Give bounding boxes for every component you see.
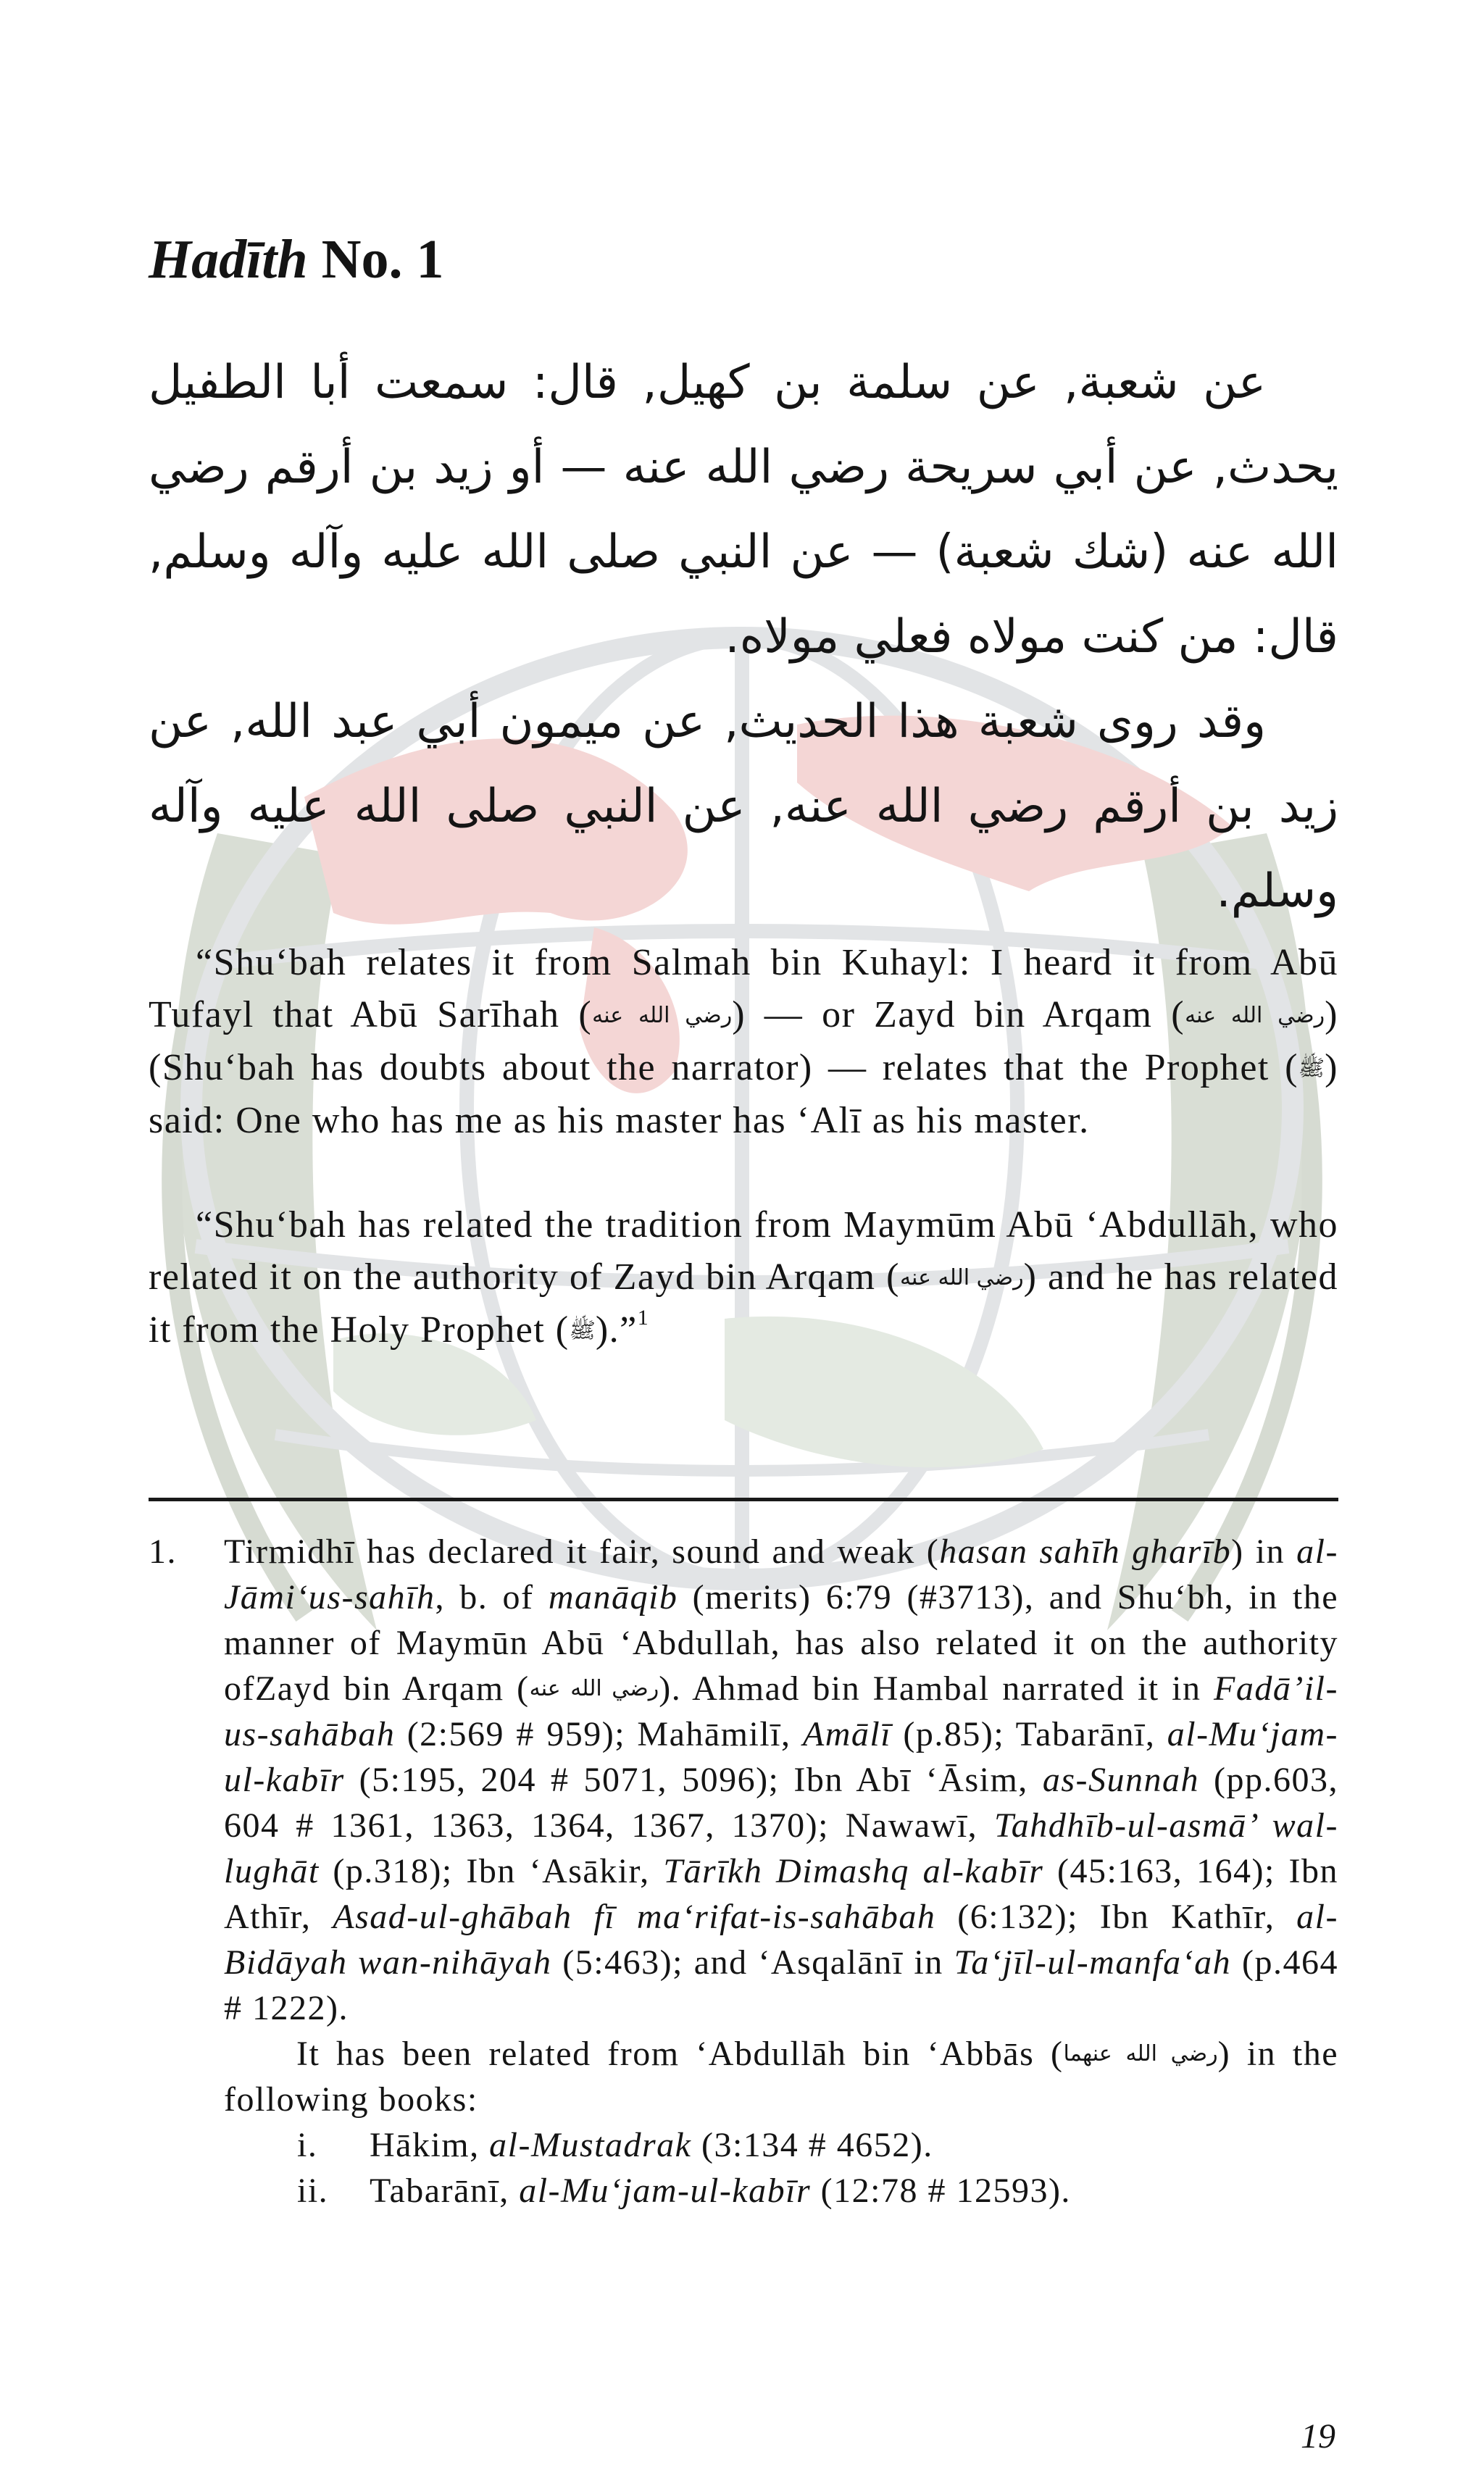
fn-text: ) in the following books:: [224, 2035, 1339, 2119]
fn-text: (5:195, 204 # 5071, 5096); Ibn Abī ‘Āsim,: [344, 1761, 1043, 1799]
e2-text-2: ) and he has related it from the Holy Prophet (: [149, 1256, 1339, 1351]
title-rest: No. 1: [307, 229, 444, 290]
fn-text: ) in: [1231, 1532, 1297, 1571]
arabic-paragraph-2: وقد روى شعبة هذا الحديث, عن ميمون أبي عبد الله, عن زيد بن أرقم رضي الله عنه, عن النبي صلى الله عليه وآله وسلم.: [149, 695, 1338, 918]
fn-title: Fadā’il-us-sahābah: [224, 1669, 1338, 1753]
e1-text-4: ) said: One who has me as his master has ‘Alī as his master.: [149, 1047, 1338, 1141]
fn-text: Tirmidhī has declared it fair, sound and weak (: [224, 1532, 940, 1571]
fn-text: (p.85); Tabarānī,: [891, 1715, 1167, 1753]
companion-blessing-glyph: رضي الله عنه: [529, 1676, 659, 1701]
footnote-paragraph-2: [149, 2031, 1338, 2122]
fn-text: (45:163, 164); Ibn Athīr,: [224, 1852, 1339, 1936]
fn-title: Amālī: [802, 1715, 892, 1753]
fn-text: ). Ahmad bin Hambal narrated it in: [659, 1669, 1214, 1708]
book-list-item: [149, 2168, 1338, 2214]
book-title: al-Mustadrak: [489, 2126, 692, 2164]
page-number: 19: [1301, 2417, 1335, 2456]
book-reference: (12:78 # 12593).: [811, 2172, 1071, 2210]
fn-text: (6:132); Ibn Kathīr,: [935, 1898, 1297, 1936]
footnote-reference: 1: [637, 1306, 650, 1330]
companion-blessing-glyph: رضي الله عنه: [1185, 1003, 1325, 1028]
fn-title: hasan sahīh gharīb: [939, 1532, 1232, 1571]
fn-text: (p.318); Ibn ‘Asākir,: [319, 1852, 664, 1890]
book-author: Tabarānī,: [370, 2172, 520, 2210]
footnote-number: 1.: [149, 1532, 177, 1571]
fn-text: (merits) 6:79 (#3713), and Shu‘bh, in the manner of Maymūn Abū ‘Abdullah, has also related it on the authority ofZayd bin Arqam (: [224, 1578, 1339, 1708]
book-roman-numeral: i.: [297, 2126, 318, 2164]
fn-text: (5:463); and ‘Asqalānī in: [551, 1943, 954, 1982]
prophet-blessing-glyph: ﷺ: [1298, 1056, 1325, 1081]
fn-title: al-Jāmi‘us-sahīh: [224, 1532, 1338, 1617]
e2-text-3: ).”: [595, 1309, 638, 1351]
companions-blessing-glyph: رضي الله عنهما: [1063, 2041, 1218, 2066]
book-list-item: [149, 2122, 1338, 2168]
fn-title: al-Bidāyah wan-nihāyah: [224, 1898, 1338, 1982]
fn-title: as-Sunnah: [1042, 1761, 1199, 1799]
companion-blessing-glyph: رضي الله عنه: [592, 1003, 733, 1028]
fn-title: Tahdhīb-ul-asmā’ wal-lughāt: [224, 1806, 1338, 1890]
fn-text: , b. of: [435, 1578, 549, 1617]
e2-text-1: “Shu‘bah has related the tradition from Maymūm Abū ‘Abdullāh, who related it on the authority of Zayd bin Arqam (: [149, 1204, 1338, 1298]
fn-title: manāqib: [548, 1578, 678, 1617]
e1-text-3: ) (Shu‘bah has doubts about the narrator) — relates that the Prophet (: [149, 994, 1338, 1088]
e1-text-2: ) — or Zayd bin Arqam (: [732, 994, 1185, 1035]
companion-blessing-glyph: رضي الله عنه: [899, 1265, 1024, 1290]
footnotes-section: [149, 1529, 1338, 2214]
page-title: [149, 229, 444, 290]
footnote-item: [149, 1529, 1338, 2031]
fn-title: Asad-ul-ghābah fī ma‘rifat-is-sahābah: [333, 1898, 936, 1936]
title-italic: Hadīth: [149, 229, 308, 290]
prophet-blessing-glyph: ﷺ: [569, 1318, 596, 1343]
fn-text: (p.464 # 1222).: [224, 1943, 1339, 2027]
fn-text: (2:569 # 959); Mahāmilī,: [395, 1715, 803, 1753]
fn-title: Ta‘jīl-ul-manfa‘ah: [954, 1943, 1232, 1982]
fn-text: It has been related from ‘Abdullāh bin ‘Abbās (: [296, 2035, 1064, 2073]
fn-title: al-Mu‘jam-ul-kabīr: [224, 1715, 1339, 1799]
english-paragraph-1: [149, 937, 1338, 1147]
fn-text: (pp.603, 604 # 1361, 1363, 1364, 1367, 1370); Nawawī,: [224, 1761, 1339, 1845]
book-author: Hākim,: [370, 2126, 490, 2164]
footnote-divider: [149, 1498, 1338, 1501]
book-reference: (3:134 # 4652).: [691, 2126, 933, 2164]
book-title: al-Mu‘jam-ul-kabīr: [519, 2172, 812, 2210]
e1-text-1: “Shu‘bah relates it from Salmah bin Kuhayl: I heard it from Abū Tufayl that Abū Sarīhah (: [149, 942, 1338, 1035]
english-paragraph-2: [149, 1199, 1338, 1357]
footnote-text: [224, 1529, 1338, 2031]
fn-title: Tārīkh Dimashq al-kabīr: [663, 1852, 1044, 1890]
book-roman-numeral: ii.: [297, 2172, 329, 2210]
arabic-paragraph-1: عن شعبة, عن سلمة بن كهيل, قال: سمعت أبا الطفيل يحدث, عن أبي سريحة رضي الله عنه — أو زيد بن أرقم رضي الله عنه (شك شعبة) — عن النبي صلى الله عليه وآله وسلم, قال: من كنت مولاه فعلي مولاه.: [149, 356, 1338, 664]
